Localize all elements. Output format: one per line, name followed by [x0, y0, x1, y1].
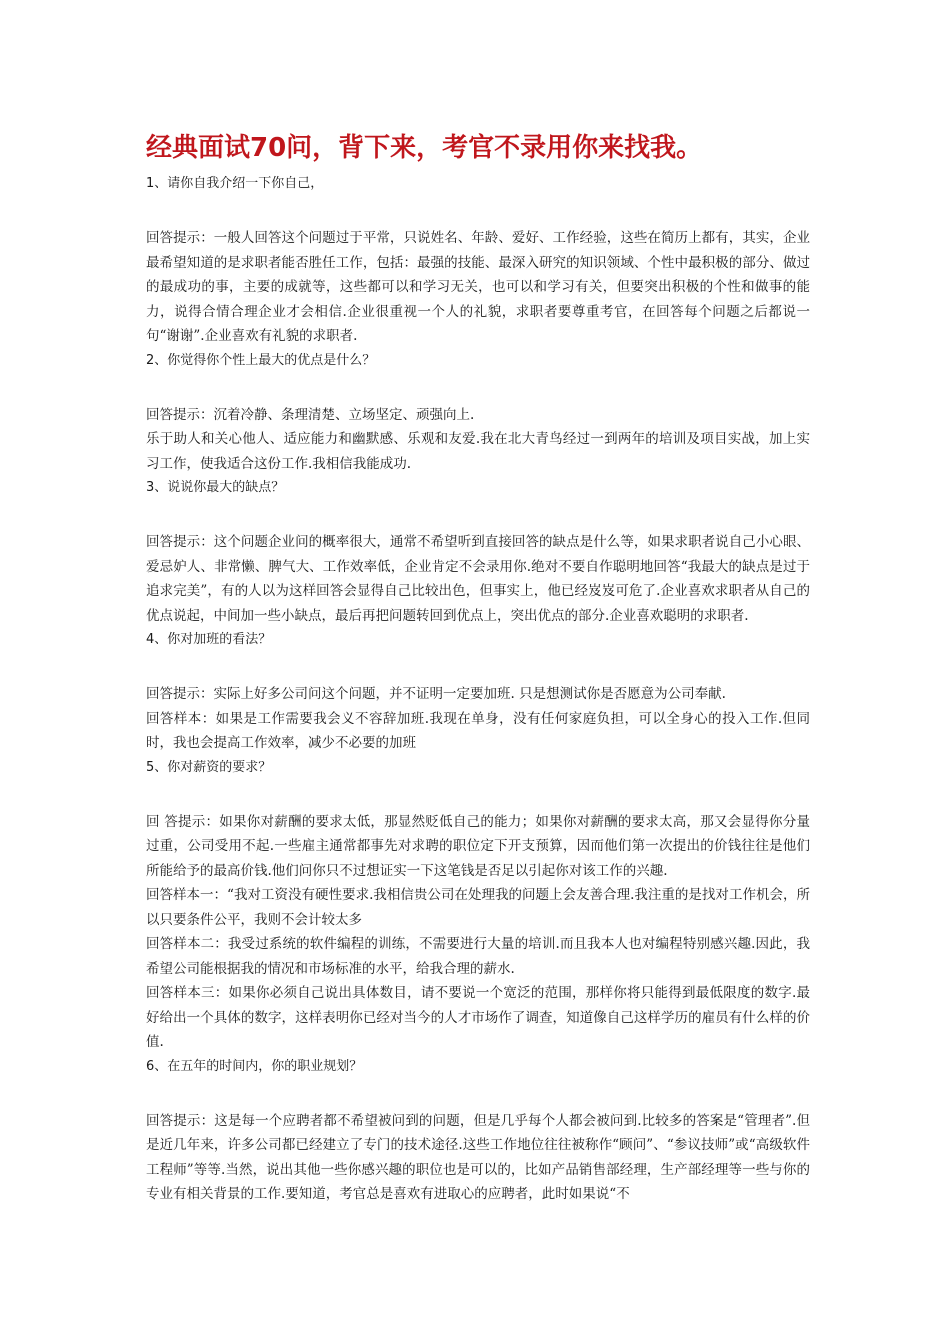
answer-paragraph: 回答样本：如果是工作需要我会义不容辞加班.我现在单身，没有任何家庭负担，可以全身心的投入工作.但同时，我也会提高工作效率，减少不必要的加班: [146, 710, 810, 751]
spacer: [146, 652, 810, 682]
answer-paragraph: 回 答提示：如果你对薪酬的要求太低，那显然贬低自己的能力；如果你对薪酬的要求太高，那又会显得你分量过重，公司受用不起.一些雇主通常都事先对求聘的职位定下开支预算，因而他们第一次提出的价钱往往是他们所能给予的最高价钱.他们问你只不过想证实一下这笔钱是否足以引起你对该工作的兴趣.: [146, 813, 810, 879]
question-1: 1、请你自我介绍一下你自己，: [146, 176, 324, 191]
question-6: 6、在五年的时间内，你的职业规划？: [146, 1058, 363, 1074]
section-1: [146, 172, 810, 349]
section-2: [146, 349, 810, 477]
answer-paragraph: 回答样本二：我受过系统的软件编程的训练，不需要进行大量的培训.而且我本人也对编程特别感兴趣.因此，我希望公司能根据我的情况和市场标准的水平，给我合理的薪水.: [146, 936, 810, 977]
section-5: [146, 756, 810, 1055]
document-page: [146, 130, 810, 1207]
section-3: [146, 476, 810, 628]
document-title: 经典面试70问，背下来，考官不录用你来找我。: [146, 133, 703, 163]
answer-paragraph: 回答提示：这个问题企业问的概率很大，通常不希望听到直接回答的缺点是什么等，如果求职者说自己小心眼、爱忌妒人、非常懒、脾气大、工作效率低，企业肯定不会录用你.绝对不要自作聪明地回答“我最大的缺点是过于追求完美”，有的人以为这样回答会显得自己比较出色，但事实上，他已经岌岌可危了.企业喜欢求职者从自己的优点说起，中间加一些小缺点，最后再把问题转回到优点上，突出优点的部分.企业喜欢聪明的求职者.: [146, 534, 810, 624]
answer-paragraph: 回答提示：一般人回答这个问题过于平常，只说姓名、年龄、爱好、工作经验，这些在简历上都有，其实，企业最希望知道的是求职者能否胜任工作，包括：最强的技能、最深入研究的知识领域、个性中最积极的部分、做过的最成功的事，主要的成就等，这些都可以和学习无关，也可以和学习有关，但要突出积极的个性和做事的能力，说得合情合理企业才会相信.企业很重视一个人的礼貌，求职者要尊重考官，在回答每个问题之后都说一句“谢谢”.企业喜欢有礼貌的求职者.: [146, 230, 810, 344]
question-4: 4、你对加班的看法？: [146, 632, 272, 647]
answer-paragraph: 回答提示：实际上好多公司问这个问题，并不证明一定要加班. 只是想测试你是否愿意为公司奉献.: [146, 686, 726, 702]
spacer: [146, 500, 810, 530]
section-6: [146, 1055, 810, 1207]
answer-paragraph: 回答样本一：“我对工资没有硬性要求.我相信贵公司在处理我的问题上会友善合理.我注重的是找对工作机会，所以只要条件公平，我则不会计较太多: [146, 887, 810, 928]
answer-paragraph: 回答样本三：如果你必须自己说出具体数目，请不要说一个宽泛的范围，那样你将只能得到最低限度的数字.最好给出一个具体的数字，这样表明你已经对当今的人才市场作了调查，知道像自己这样学历的雇员有什么样的价值.: [146, 985, 810, 1050]
answer-paragraph: 回答提示：这是每一个应聘者都不希望被问到的问题，但是几乎每个人都会被问到.比较多的答案是“管理者”.但是近几年来，许多公司都已经建立了专门的技术途径.这些工作地位往往被称作“顾问”、“参议技师”或“高级软件工程师”等等.当然，说出其他一些你感兴趣的职位也是可以的，比如产品销售部经理，生产部经理等一些与你的专业有相关背景的工作.要知道，考官总是喜欢有进取心的应聘者，此时如果说“不: [146, 1112, 810, 1202]
section-4: [146, 628, 810, 756]
answer-paragraph: 乐于助人和关心他人、适应能力和幽默感、乐观和友爱.我在北大青鸟经过一到两年的培训及项目实战，加上实习工作，使我适合这份工作.我相信我能成功.: [146, 431, 810, 472]
question-3: 3、说说你最大的缺点？: [146, 480, 285, 495]
question-2: 2、你觉得你个性上最大的优点是什么？: [146, 352, 376, 368]
spacer: [146, 780, 810, 810]
answer-paragraph: 回答提示：沉着冷静、条理清楚、立场坚定、顽强向上.: [146, 406, 475, 423]
spacer: [146, 1079, 810, 1109]
spacer: [146, 196, 810, 226]
spacer: [146, 373, 810, 403]
question-5: 5、你对薪资的要求？: [146, 759, 272, 775]
